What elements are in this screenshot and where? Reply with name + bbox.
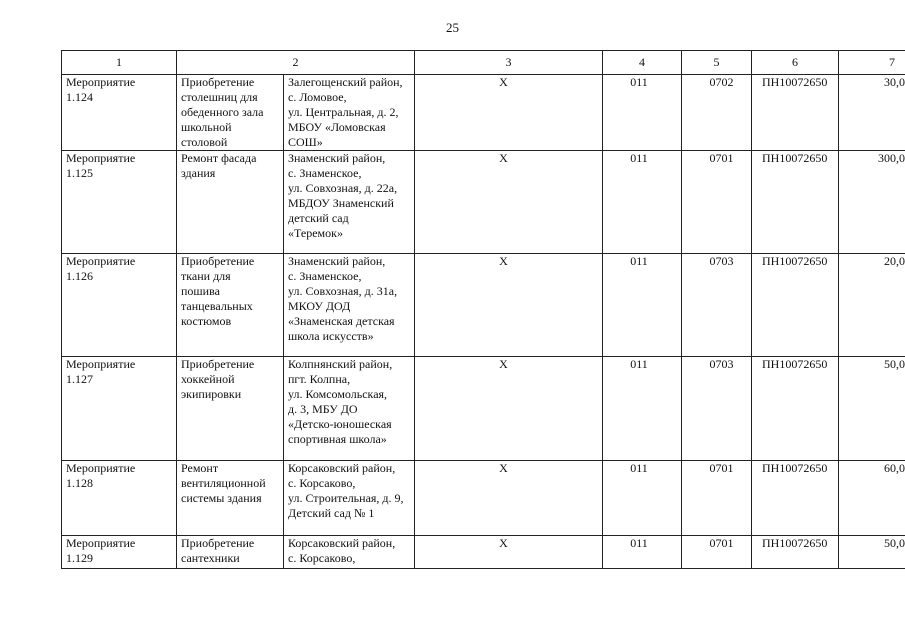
event-cell: Мероприятие 1.129 — [62, 536, 177, 569]
col3-cell: Х — [415, 151, 603, 254]
table-row — [62, 536, 905, 569]
header-col-6: 6 — [752, 51, 839, 75]
col6-cell: ПН10072650 — [752, 461, 839, 536]
name-cell: Приобретение хоккейной экипировки — [177, 357, 284, 461]
table-row — [62, 75, 905, 151]
event-cell: Мероприятие 1.126 — [62, 254, 177, 357]
col7-cell: 20,0 — [839, 254, 905, 357]
event-cell: Мероприятие 1.128 — [62, 461, 177, 536]
event-cell: Мероприятие 1.124 — [62, 75, 177, 151]
address-cell: Знаменский район, с. Знаменское, ул. Совхозная, д. 31а, МКОУ ДОД «Знаменская детская школа искусств» — [284, 254, 415, 357]
address-cell: Корсаковский район, с. Корсаково, — [284, 536, 415, 569]
col5-cell: 0701 — [682, 461, 752, 536]
col6-cell: ПН10072650 — [752, 357, 839, 461]
table-row — [62, 151, 905, 254]
col3-cell: Х — [415, 357, 603, 461]
name-cell: Ремонт вентиляционной системы здания — [177, 461, 284, 536]
col4-cell: 011 — [603, 75, 682, 151]
col6-cell: ПН10072650 — [752, 536, 839, 569]
table-row — [62, 357, 905, 461]
col5-cell: 0701 — [682, 536, 752, 569]
event-cell: Мероприятие 1.125 — [62, 151, 177, 254]
name-cell: Приобретение столешниц для обеденного зала школьной столовой — [177, 75, 284, 151]
col5-cell: 0702 — [682, 75, 752, 151]
name-cell: Ремонт фасада здания — [177, 151, 284, 254]
col7-cell: 50,0 — [839, 357, 905, 461]
header-col-1: 1 — [62, 51, 177, 75]
col7-cell: 50,0 — [839, 536, 905, 569]
address-cell: Знаменский район, с. Знаменское, ул. Совхозная, д. 22а, МБДОУ Знаменский детский сад «Теремок» — [284, 151, 415, 254]
header-col-4: 4 — [603, 51, 682, 75]
col4-cell: 011 — [603, 254, 682, 357]
address-cell: Корсаковский район, с. Корсаково, ул. Строительная, д. 9, Детский сад № 1 — [284, 461, 415, 536]
col5-cell: 0703 — [682, 357, 752, 461]
col6-cell: ПН10072650 — [752, 75, 839, 151]
col4-cell: 011 — [603, 461, 682, 536]
col5-cell: 0701 — [682, 151, 752, 254]
col3-cell: Х — [415, 461, 603, 536]
address-cell: Колпнянский район, пгт. Колпна, ул. Комсомольская, д. 3, МБУ ДО «Детско-юношеская спортивная школа» — [284, 357, 415, 461]
col3-cell: Х — [415, 254, 603, 357]
col7-cell: 300,0 — [839, 151, 905, 254]
col6-cell: ПН10072650 — [752, 151, 839, 254]
col7-cell: 60,0 — [839, 461, 905, 536]
header-col-3: 3 — [415, 51, 603, 75]
page-number: 25 — [446, 20, 459, 35]
col6-cell: ПН10072650 — [752, 254, 839, 357]
col3-cell: Х — [415, 75, 603, 151]
col5-cell: 0703 — [682, 254, 752, 357]
header-row — [62, 51, 905, 75]
header-col-7: 7 — [839, 51, 905, 75]
header-col-5: 5 — [682, 51, 752, 75]
col3-cell: Х — [415, 536, 603, 569]
col4-cell: 011 — [603, 151, 682, 254]
header-col-2: 2 — [177, 51, 415, 75]
funding-table — [61, 50, 905, 569]
address-cell: Залегощенский район, с. Ломовое, ул. Центральная, д. 2, МБОУ «Ломовская СОШ» — [284, 75, 415, 151]
event-cell: Мероприятие 1.127 — [62, 357, 177, 461]
col4-cell: 011 — [603, 357, 682, 461]
name-cell: Приобретение сантехники — [177, 536, 284, 569]
col4-cell: 011 — [603, 536, 682, 569]
table-row — [62, 254, 905, 357]
col7-cell: 30,0 — [839, 75, 905, 151]
name-cell: Приобретение ткани для пошива танцевальных костюмов — [177, 254, 284, 357]
table-row — [62, 461, 905, 536]
